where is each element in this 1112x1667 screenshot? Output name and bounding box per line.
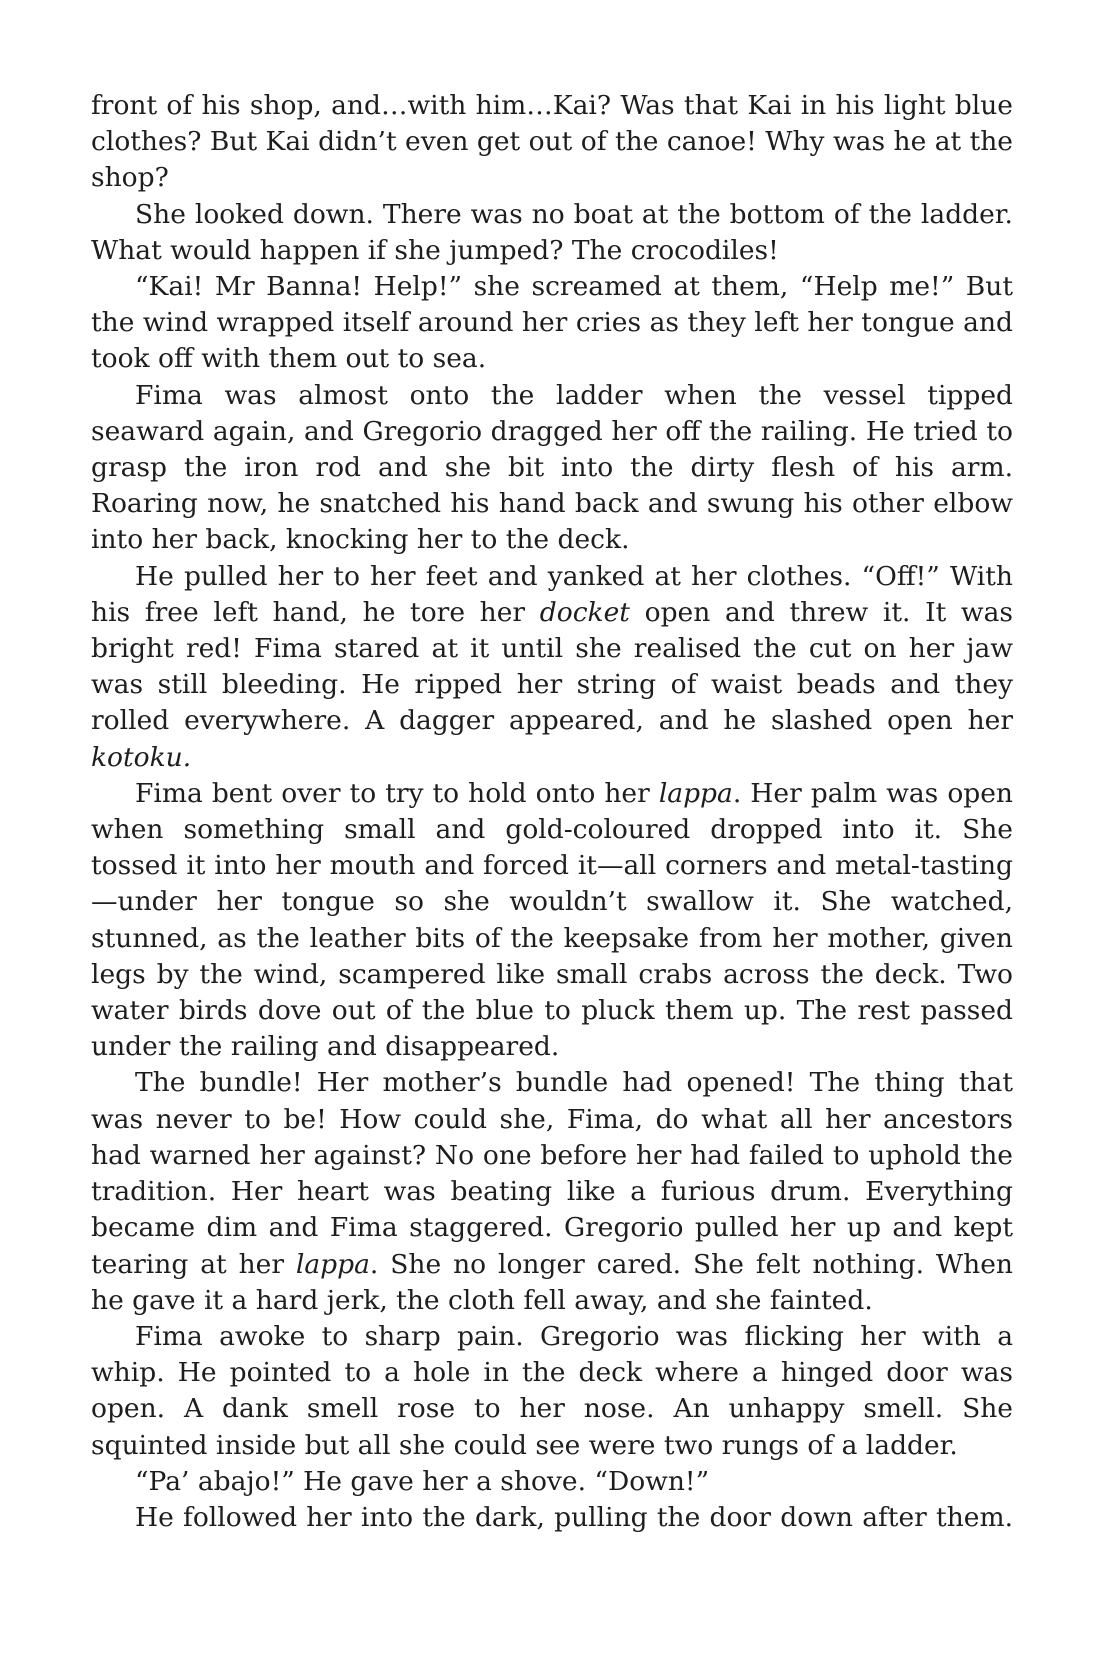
text-run: front of his shop, and…with him…Kai? Was that Kai in his light blue clothes? But Kai didn’t even get out of the canoe! Why was he at the shop?	[91, 90, 1013, 194]
paragraph	[91, 776, 1013, 1066]
paragraph	[91, 1464, 1013, 1500]
italic-term: lappa	[295, 1248, 370, 1280]
text-run: . She no longer cared. She felt nothing. When he gave it a hard jerk, the cloth fell away, and she fainted.	[91, 1248, 1013, 1316]
paragraph	[91, 197, 1013, 269]
paragraph	[91, 1065, 1013, 1318]
book-page-text	[91, 88, 1013, 1536]
italic-term: docket	[539, 596, 630, 628]
paragraph	[91, 88, 1013, 197]
paragraph	[91, 1500, 1013, 1536]
text-run: Fima was almost onto the ladder when the vessel tipped seaward again, and Gregorio dragged her off the railing. He tried to grasp the iron rod and she bit into the dirty flesh of his arm. Roaring now, he snatched his hand back and swung his other elbow into her back, knocking her to the deck.	[91, 379, 1013, 556]
text-run: The bundle! Her mother’s bundle had opened! The thing that was never to be! How could she, Fima, do what all her ancestors had warned her against? No one before her had failed to uphold the tradition. Her heart was beating like a furious drum. Everything became dim and Fima staggered. Gregorio pulled her up and kept tearing at her	[91, 1067, 1013, 1280]
italic-term: kotoku.	[91, 741, 192, 773]
text-run: He pulled her to her feet and yanked at her clothes. “Off!” With his free left hand, he tore her	[91, 560, 1013, 628]
paragraph	[91, 378, 1013, 559]
text-run: “Pa’ abajo!” He gave her a shove. “Down!”	[135, 1465, 710, 1497]
text-run: . Her palm was open when something small and gold-coloured dropped into it. She tossed it into her mouth and forced it—all corners and metal-tasting —under her tongue so she wouldn’t swallow it. She watched, stunned, as the leather bits of the keepsake from her mother, given legs by the wind, scampered like small crabs across the deck. Two water birds dove out of the blue to pluck them up. The rest passed under the railing and disappeared.	[91, 777, 1013, 1063]
italic-term: lappa	[658, 777, 733, 809]
text-run: “Kai! Mr Banna! Help!” she screamed at them, “Help me!” But the wind wrapped itself around her cries as they left her tongue and took off with them out to sea.	[91, 271, 1013, 375]
text-run: She looked down. There was no boat at the bottom of the ladder. What would happen if she jumped? The crocodiles!	[91, 198, 1013, 266]
text-run: Fima awoke to sharp pain. Gregorio was flicking her with a whip. He pointed to a hole in the deck where a hinged door was open. A dank smell rose to her nose. An unhappy smell. She squinted inside but all she could see were two rungs of a ladder.	[91, 1320, 1013, 1461]
text-run: He followed her into the dark, pulling the door down after them.	[135, 1501, 1013, 1533]
text-run: Fima bent over to try to hold onto her	[135, 777, 659, 809]
paragraph	[91, 559, 1013, 776]
text-run: open and threw it. It was bright red! Fima stared at it until she realised the cut on her jaw was still bleeding. He ripped her string of waist beads and they rolled everywhere. A dagger appeared, and he slashed open her	[91, 596, 1013, 737]
paragraph	[91, 1319, 1013, 1464]
paragraph	[91, 269, 1013, 378]
